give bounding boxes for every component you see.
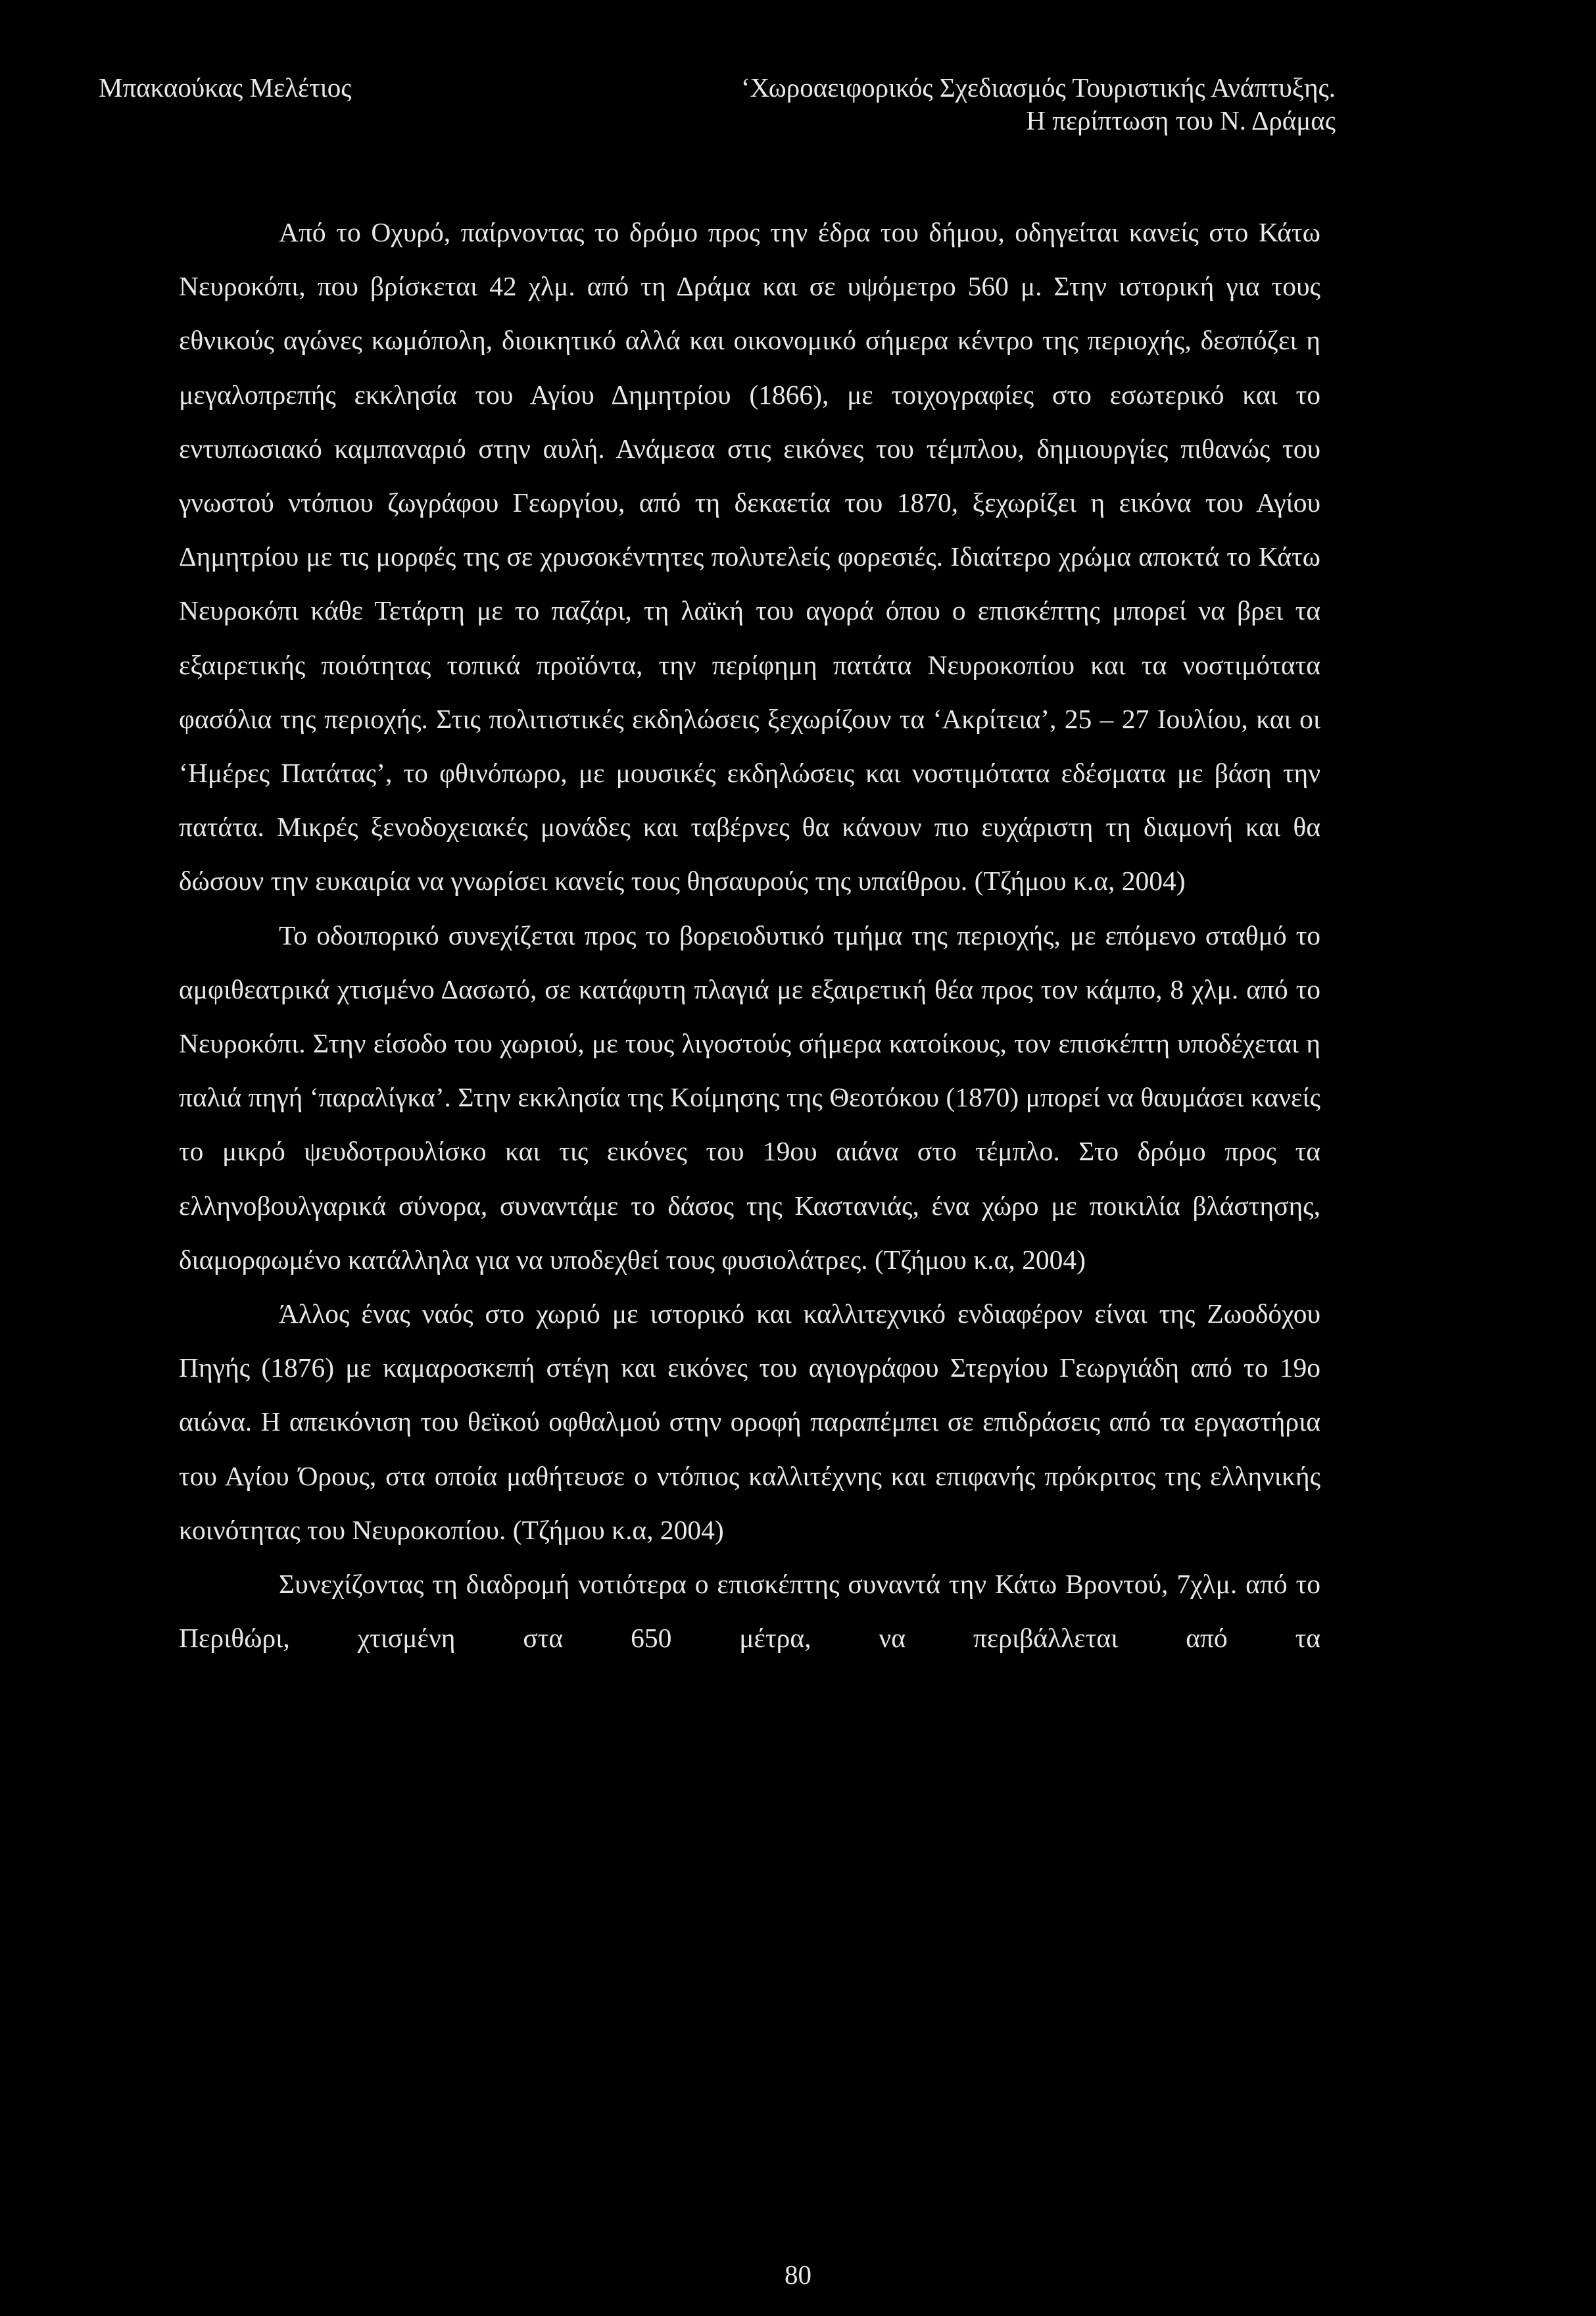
- body-text: [179, 205, 1320, 1665]
- paragraph-4: Συνεχίζοντας τη διαδρομή νοτιότερα ο επισκέπτης συναντά την Κάτω Βροντού, 7χλμ. από το Περιθώρι, χτισμένη στα 650 μέτρα, να περιβάλλεται από τα: [179, 1569, 1320, 1654]
- header-title-line1: ‘Χωροαειφορικός Σχεδιασμός Τουριστικής Ανάπτυξης.: [740, 72, 1336, 103]
- header-author: Μπακαούκας Μελέτιος: [99, 72, 352, 103]
- header-title: [741, 71, 1336, 137]
- paragraph-3: Άλλος ένας ναός στο χωριό με ιστορικό και καλλιτεχνικό ενδιαφέρον είναι της Ζωοδόχου Πηγής (1876) με καμαροσκεπή στέγη και εικόνες του αγιογράφου Στεργίου Γεωργιάδη από το 19ο αιώνα. Η απεικόνιση του θεϊκού οφθαλμού στην οροφή παραπέμπει σε επιδράσεις από τα εργαστήρια του Αγίου Όρους, στα οποία μαθήτευσε ο ντόπιος καλλιτέχνης και επιφανής πρόκριτος της ελληνικής κοινότητας του Νευροκοπίου. (Τζήμου κ.α, 2004): [179, 1298, 1320, 1545]
- page-number: 80: [785, 2259, 811, 2290]
- header-title-line2: Η περίπτωση του Ν. Δράμας: [1026, 105, 1336, 136]
- paragraph-1: Από το Οχυρό, παίρνοντας το δρόμο προς την έδρα του δήμου, οδηγείται κανείς στο Κάτω Νευροκόπι, που βρίσκεται 42 χλμ. από τη Δράμα και σε υψόμετρο 560 μ. Στην ιστορική για τους εθνικούς αγώνες κωμόπολη, διοικητικό αλλά και οικονομικό σήμερα κέντρο της περιοχής, δεσπόζει η μεγαλοπρεπής εκκλησία του Αγίου Δημητρίου (1866), με τοιχογραφίες στο εσωτερικό και το εντυπωσιακό καμπαναριό στην αυλή. Ανάμεσα στις εικόνες του τέμπλου, δημιουργίες πιθανώς του γνωστού ντόπιου ζωγράφου Γεωργίου, από τη δεκαετία του 1870, ξεχωρίζει η εικόνα του Αγίου Δημητρίου με τις μορφές της σε χρυσοκέντητες πολυτελείς φορεσιές. Ιδιαίτερο χρώμα αποκτά το Κάτω Νευροκόπι κάθε Τετάρτη με το παζάρι, τη λαϊκή του αγορά όπου ο επισκέπτης μπορεί να βρει τα εξαιρετικής ποιότητας τοπικά προϊόντα, την περίφημη πατάτα Νευροκοπίου και τα νοστιμότατα φασόλια της περιοχής. Στις πολιτιστικές εκδηλώσεις ξεχωρίζουν τα ‘Ακρίτεια’, 25 – 27 Ιουλίου, και οι ‘Ημέρες Πατάτας’, το φθινόπωρο, με μουσικές εκδηλώσεις και νοστιμότατα εδέσματα με βάση την πατάτα. Μικρές ξενοδοχειακές μονάδες και ταβέρνες θα κάνουν πιο ευχάριστη τη διαμονή και θα δώσουν την ευκαιρία να γνωρίσει κανείς τους θησαυρούς της υπαίθρου. (Τζήμου κ.α, 2004): [179, 217, 1320, 897]
- paragraph-2: Το οδοιπορικό συνεχίζεται προς το βορειοδυτικό τμήμα της περιοχής, με επόμενο σταθμό το αμφιθεατρικά χτισμένο Δασωτό, σε κατάφυτη πλαγιά με εξαιρετική θέα προς τον κάμπο, 8 χλμ. από το Νευροκόπι. Στην είσοδο του χωριού, με τους λιγοστούς σήμερα κατοίκους, τον επισκέπτη υποδέχεται η παλιά πηγή ‘παραλίγκα’. Στην εκκλησία της Κοίμησης της Θεοτόκου (1870) μπορεί να θαυμάσει κανείς το μικρό ψευδοτρουλίσκο και τις εικόνες του 19ου αιάνα στο τέμπλο. Στο δρόμο προς τα ελληνοβουλγαρικά σύνορα, συναντάμε το δάσος της Καστανιάς, ένα χώρο με ποικιλία βλάστησης, διαμορφωμένο κατάλληλα για να υποδεχθεί τους φυσιολάτρες. (Τζήμου κ.α, 2004): [179, 920, 1320, 1275]
